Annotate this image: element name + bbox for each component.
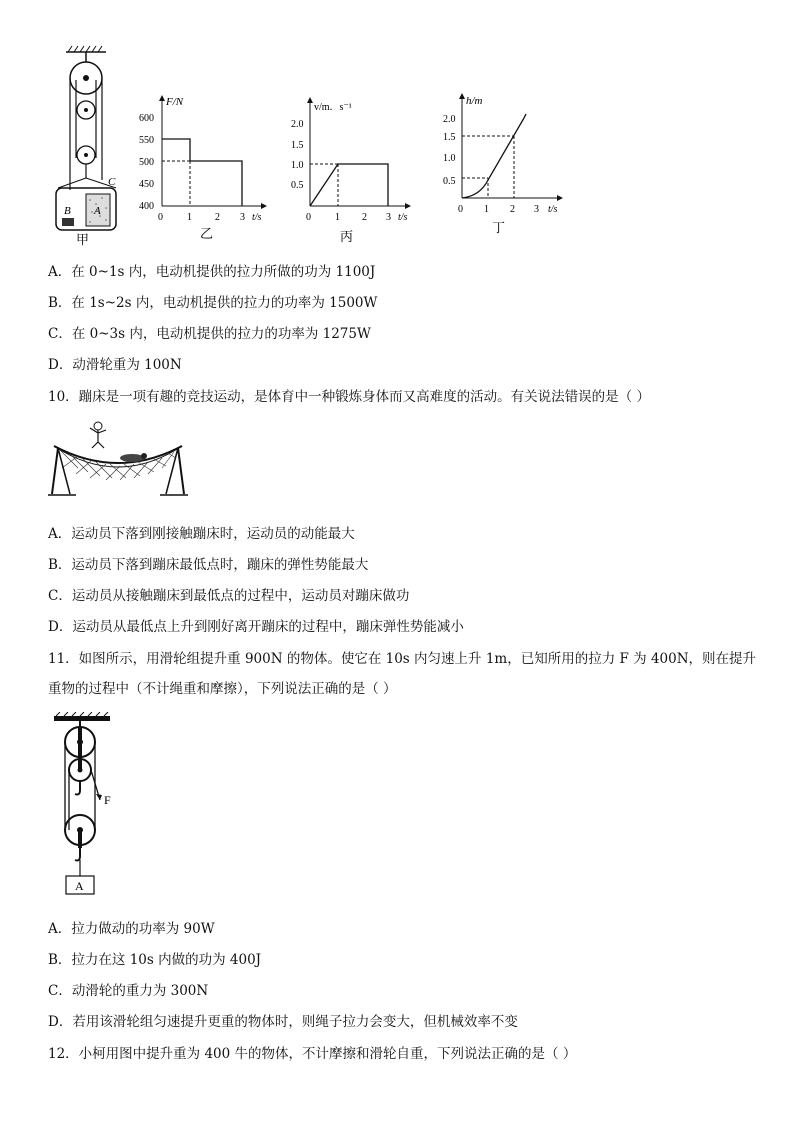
label-C: C [108,176,116,188]
bing-xtick: 3 [386,212,391,223]
q11-stem-line1: 11．如图所示，用滑轮组提升重 900N 的物体。使它在 10s 内匀速上升 1m，已知所用的拉力 F 为 400N，则在提升 [48,651,757,667]
bing-ytick: 0.5 [291,180,304,191]
caption-yi: 乙 [200,226,214,241]
ding-xtick: 0 [458,204,463,215]
trampoline-image [48,418,188,500]
bing-xtick: 2 [362,212,367,223]
ding-xtick: 2 [510,204,515,215]
ding-ylabel: h/m [466,95,483,107]
label-B: B [64,205,71,217]
label-F: F [104,793,111,807]
yi-ytick: 600 [139,113,154,124]
q10-option-c: C．运动员从接触蹦床到最低点的过程中，运动员对蹦床做功 [48,588,410,604]
yi-xlabel: t/s [252,212,262,223]
q9-option-c: C．在 0~3s 内，电动机提供的拉力的功率为 1275W [48,326,371,342]
ding-xlabel: t/s [548,204,558,215]
q10-option-b: B．运动员下落到蹦床最低点时，蹦床的弹性势能最大 [48,557,369,573]
pulley-block-figure [50,712,130,898]
q9-option-b: B．在 1s~2s 内，电动机提供的拉力的功率为 1500W [48,295,378,311]
yi-ytick: 450 [139,179,154,190]
bing-ytick: 1.0 [291,160,304,171]
q11-option-d: D．若用该滑轮组匀速提升更重的物体时，则绳子拉力会变大，但机械效率不变 [48,1014,518,1030]
bing-ytick: 1.5 [291,140,304,151]
yi-xtick: 3 [240,212,245,223]
figure-jia [50,40,130,250]
yi-ytick: 400 [139,201,154,212]
q11-option-c: C．动滑轮的重力为 300N [48,983,209,999]
caption-ding: 丁 [492,220,506,235]
ding-xtick: 3 [534,204,539,215]
q10-option-d: D．运动员从最低点上升到刚好离开蹦床的过程中，蹦床弹性势能减小 [48,619,464,635]
graph-yi [138,92,278,242]
yi-xtick: 0 [158,212,163,223]
yi-xtick: 1 [187,212,192,223]
ding-xtick: 1 [484,204,489,215]
bing-ylabel: v/m．s⁻¹ [314,102,352,113]
svg-text:F/N [165,96,184,108]
label-A-block: A [75,879,84,893]
q10-option-a: A．运动员下落到刚接触蹦床时，运动员的动能最大 [48,526,355,542]
yi-ytick: 550 [139,135,154,146]
q9-option-d: D．动滑轮重为 100N [48,357,182,373]
yi-xtick: 2 [215,212,220,223]
caption-bing: 丙 [340,229,354,244]
q11-option-a: A．拉力做动的功率为 90W [48,921,215,937]
q10-stem: 10．蹦床是一项有趣的竞技运动，是体育中一种锻炼身体而又高难度的活动。有关说法错误的是（ ） [48,389,650,405]
yi-ytick: 500 [139,157,154,168]
bing-ytick: 2.0 [291,119,304,130]
ding-ytick: 1.0 [443,153,456,164]
graph-ding [442,92,572,242]
bing-xtick: 1 [335,212,340,223]
ding-ytick: 2.0 [443,114,456,125]
caption-jia: 甲 [76,232,90,247]
label-A: A [94,205,101,217]
bing-xlabel: t/s [398,212,408,223]
q9-option-a: A．在 0~1s 内，电动机提供的拉力所做的功为 1100J [48,264,376,280]
ding-ytick: 0.5 [443,176,456,187]
yi-ylabel: F/N [166,96,184,108]
q11-option-b: B．拉力在这 10s 内做的功为 400J [48,952,262,968]
ding-ytick: 1.5 [443,132,456,143]
graph-bing [290,96,420,246]
bing-xtick: 0 [306,212,311,223]
q12-stem: 12．小柯用图中提升重为 400 牛的物体，不计摩擦和滑轮自重，下列说法正确的是（ ） [48,1046,577,1062]
q11-stem-line2: 重物的过程中（不计绳重和摩擦），下列说法正确的是（ ） [48,681,397,697]
